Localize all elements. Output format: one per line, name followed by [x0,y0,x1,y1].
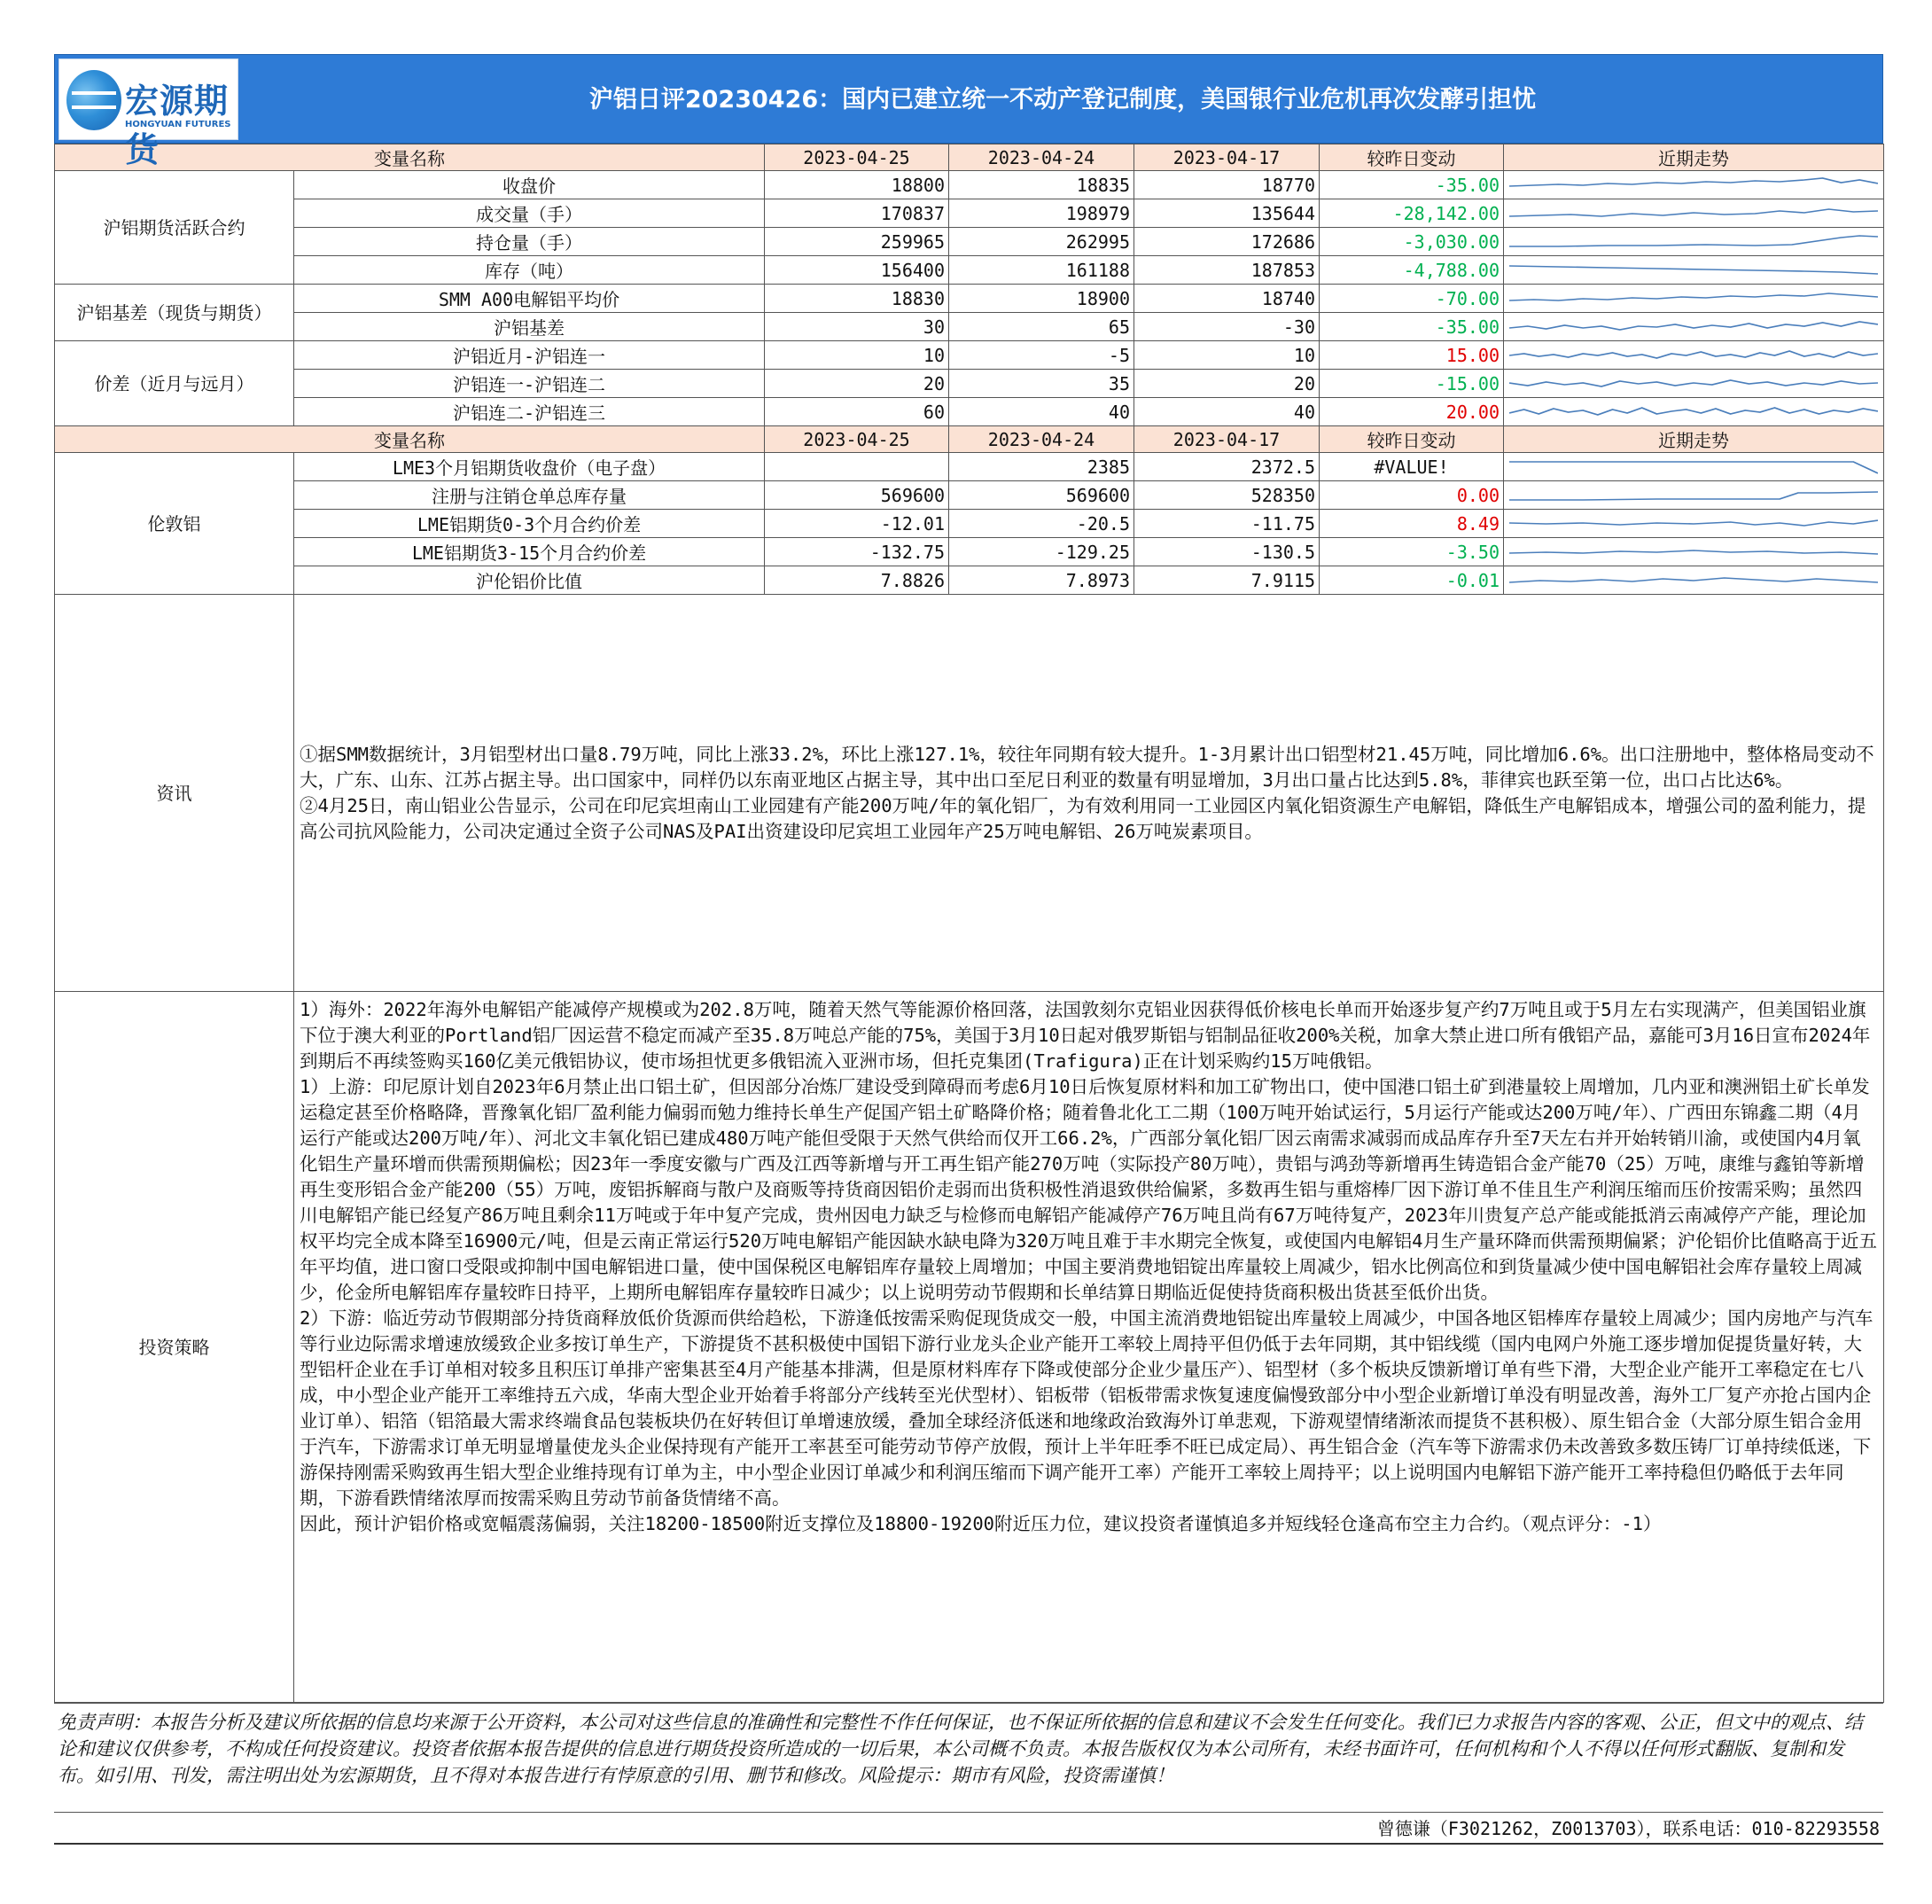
row-value-date-3: -11.75 [1134,510,1320,538]
row-change-value: 0.00 [1320,481,1504,510]
column-header-row [55,426,1884,453]
row-variable-name: LME3个月铝期货收盘价（电子盘） [294,453,765,481]
column-header-date-2: 2023-04-24 [949,426,1134,453]
row-change-value: -70.00 [1320,285,1504,313]
logo-english-text: HONGYUAN FUTURES [125,120,231,129]
column-header-date-3: 2023-04-17 [1134,426,1320,453]
row-variable-name: 收盘价 [294,171,765,199]
sparkline [1509,569,1878,592]
column-header-trend: 近期走势 [1504,426,1884,453]
row-change-value: -35.00 [1320,313,1504,341]
sparkline [1509,259,1878,282]
row-value-date-1: 30 [765,313,949,341]
table-row [55,510,1884,538]
strategy-paragraph: 2）下游：临近劳动节假期部分持货商释放低价货源而供给趋松，下游逢低按需采购促现货成交一般，中国主流消费地铝锭出库量较上周减少，中国各地区铝棒库存量较上周减少；国内房地产与汽车等行业边际需求增速放缓致企业多按订单生产，下游提货不甚积极使中国铝下游行业龙头企业产能开工率较上周持平但仍低于去年同期，其中铝线缆（国内电网户外施工逐步增加促提货量好转，大型铝杆企业在手订单相对较多且积压订单排产密集甚至4月产能基本排满，但是原材料库存下降或使部分企业少量压产）、铝型材（多个板块反馈新增订单有些下滑，大型企业产能开工率稳定在七八成，中小型企业产能开工率维持五六成，华南大型企业开始着手将部分产线转至光伏型材）、铝板带（铝板带需求恢复速度偏慢致部分中小型企业新增订单没有明显改善，海外工厂复产亦抢占国内企业订单）、铝箔（铝箔最大需求终端食品包装板块仍在好转但订单增速放缓，叠加全球经济低迷和地缘政治致海外订单悲观，下游观望情绪渐浓而提货不甚积极）、原生铝合金（大部分原生铝合金用于汽车，下游需求订单无明显增量使龙头企业保持现有产能开工率甚至可能劳动节停产放假，预计上半年旺季不旺已成定局）、再生铝合金（汽车等下游需求仍未改善致多数压铸厂订单持续低迷，下游保持刚需采购致再生铝大型企业维持现有订单为主，中小型企业因订单减少和利润压缩而下调产能开工率）产能开工率较上周持平；以上说明国内电解铝下游产能开工率持稳但仍略低于去年同期，下游看跌情绪浓厚而按需采购且劳动节前备货情绪不高。 [300,1307,1874,1509]
sparkline [1509,287,1878,310]
row-variable-name: 成交量（手） [294,199,765,228]
row-value-date-3: 7.9115 [1134,566,1320,595]
row-value-date-3: 18740 [1134,285,1320,313]
row-value-date-1: 259965 [765,228,949,256]
row-variable-name: 沪铝连一-沪铝连二 [294,370,765,398]
row-value-date-2: 262995 [949,228,1134,256]
row-change-value: -3,030.00 [1320,228,1504,256]
row-change-value: -0.01 [1320,566,1504,595]
row-variable-name: 库存（吨） [294,256,765,285]
row-variable-name: SMM A00电解铝平均价 [294,285,765,313]
news-content [294,595,1884,992]
row-value-date-2: 40 [949,398,1134,426]
row-value-date-1: 20 [765,370,949,398]
row-value-date-1: -132.75 [765,538,949,566]
row-value-date-3: 40 [1134,398,1320,426]
row-value-date-3: 20 [1134,370,1320,398]
row-sparkline-cell [1504,510,1884,538]
row-sparkline-cell [1504,256,1884,285]
strategy-paragraph: 1）上游：印尼原计划自2023年6月禁止出口铝土矿，但因部分冶炼厂建设受到障碍而考虑6月10日后恢复原材料和加工矿物出口，使中国港口铝土矿到港量较上周增加，几内亚和澳洲铝土矿长单发运稳定甚至价格略降，晋豫氧化铝厂盈利能力偏弱而勉力维持长单生产促国产铝土矿略降价格；随着鲁北化工二期（100万吨开始试运行，5月运行产能或达200万吨/年）、广西田东锦鑫二期（4月运行产能或达200万吨/年）、河北文丰氧化铝已建成480万吨产能但受限于天然气供给而仅开工66.2%，广西部分氧化铝厂因云南需求减弱而成品库存升至7天左右并开始转销川渝，或使国内4月氧化铝生产量环增而供需预期偏松；因23年一季度安徽与广西及江西等新增与开工再生铝产能270万吨（实际投产80万吨），贵铝与鸿劲等新增再生铸造铝合金产能70（25）万吨，康维与鑫铂等新增再生变形铝合金产能200（55）万吨，废铝拆解商与散户及商贩等持货商因铝价走弱而出货积极性消退致供给偏紧，多数再生铝与重熔棒厂因下游订单不佳且生产利润压缩而压价按需采购；虽然四川电解铝产能已经复产86万吨且剩余11万吨或于年中复产完成，贵州因电力缺乏与检修而电解铝产能减停产76万吨且尚有67万吨待复产，2023年川贵复产总产能或能抵消云南减停产产能，理论加权平均完全成本降至16900元/吨，但是云南正常运行520万吨电解铝产能因缺水缺电降为320万吨且难于丰水期完全恢复，或使国内电解铝4月生产量环降而供需预期偏紧；沪伦铝价比值略高于近五年平均值，进口窗口受限或抑制中国电解铝进口量，使中国保税区电解铝库存量较上周增加；中国主要消费地铝锭出库量较上周减少，铝水比例高位和到货量减少使中国电解铝社会库存量较上周减少，伦金所电解铝库存量较昨日持平，上期所电解铝库存量较昨日减少；以上说明劳动节假期和长单结算日期临近促使持货商积极出货甚至低价出货。 [300,1076,1877,1303]
sparkline [1509,202,1878,225]
row-sparkline-cell [1504,453,1884,481]
row-value-date-1: 60 [765,398,949,426]
row-value-date-2: 2385 [949,453,1134,481]
strategy-content [294,992,1884,1703]
row-variable-name: 持仓量（手） [294,228,765,256]
row-value-date-2: -5 [949,341,1134,370]
row-value-date-2: -129.25 [949,538,1134,566]
row-variable-name: 沪铝基差 [294,313,765,341]
row-value-date-3: 187853 [1134,256,1320,285]
row-sparkline-cell [1504,370,1884,398]
row-value-date-3: 2372.5 [1134,453,1320,481]
group-label-london: 伦敦铝 [55,453,294,595]
row-value-date-2: 569600 [949,481,1134,510]
disclaimer-text: 免责声明：本报告分析及建议所依据的信息均来源于公开资料，本公司对这些信息的准确性和完整性不作任何保证，也不保证所依据的信息和建议不会发生任何变化。我们已力求报告内容的客观、公正，但文中的观点、结论和建议仅供参考，不构成任何投资建议。投资者依据本报告提供的信息进行期货投资所造成的一切后果，本公司概不负责。本报告版权仅为本公司所有，未经书面许可，任何机构和个人不得以任何形式翻版、复制和发布。如引用、刊发，需注明出处为宏源期货，且不得对本报告进行有悖原意的引用、删节和修改。风险提示：期市有风险，投资需谨慎！ [54,1703,1883,1813]
row-value-date-1: 7.8826 [765,566,949,595]
column-header-row [55,144,1884,171]
row-variable-name: 沪伦铝价比值 [294,566,765,595]
row-value-date-2: -20.5 [949,510,1134,538]
row-sparkline-cell [1504,481,1884,510]
table-row [55,566,1884,595]
row-variable-name: 沪铝连二-沪铝连三 [294,398,765,426]
row-value-date-1: -12.01 [765,510,949,538]
data-table [54,144,1884,1703]
row-value-date-2: 7.8973 [949,566,1134,595]
row-value-date-3: 18770 [1134,171,1320,199]
row-value-date-2: 18835 [949,171,1134,199]
row-sparkline-cell [1504,171,1884,199]
column-header-date-2: 2023-04-24 [949,144,1134,171]
table-row [55,199,1884,228]
row-sparkline-cell [1504,285,1884,313]
sparkline [1509,372,1878,395]
company-logo [58,59,238,169]
row-value-date-3: 135644 [1134,199,1320,228]
row-variable-name: 沪铝近月-沪铝连一 [294,341,765,370]
column-header-date-3: 2023-04-17 [1134,144,1320,171]
news-paragraph: ②4月25日，南山铝业公告显示，公司在印尼宾坦南山工业园建有产能200万吨/年的氧化铝厂，为有效利用同一工业园区内氧化铝资源生产电解铝，降低生产电解铝成本，增强公司的盈利能力，提高公司抗风险能力，公司决定通过全资子公司NAS及PAI出资建设印尼宾坦工业园年产25万吨电解铝、26万吨炭素项目。 [300,794,1866,842]
row-sparkline-cell [1504,538,1884,566]
column-header-date-1: 2023-04-25 [765,426,949,453]
table-row [55,285,1884,313]
row-change-value: -28,142.00 [1320,199,1504,228]
row-sparkline-cell [1504,199,1884,228]
table-row [55,453,1884,481]
row-value-date-2: 35 [949,370,1134,398]
analyst-contact: 曾德谦（F3021262，Z0013703），联系电话：010-82293558 [54,1813,1883,1845]
column-header-change: 较昨日变动 [1320,144,1504,171]
group-label-futures: 沪铝期货活跃合约 [55,171,294,285]
strategy-paragraph: 因此，预计沪铝价格或宽幅震荡偏弱，关注18200-18500附近支撑位及18800-19200附近压力位，建议投资者谨慎追多并短线轻仓逢高布空主力合约。（观点评分：-1） [300,1513,1662,1534]
sparkline [1509,344,1878,367]
strategy-label: 投资策略 [55,992,294,1703]
report-title: 沪铝日评20230426：国内已建立统一不动产登记制度，美国银行业危机再次发酵引担忧 [588,86,1537,113]
row-sparkline-cell [1504,228,1884,256]
row-change-value: 20.00 [1320,398,1504,426]
news-label: 资讯 [55,595,294,992]
row-variable-name: LME铝期货0-3个月合约价差 [294,510,765,538]
row-value-date-3: -130.5 [1134,538,1320,566]
table-row [55,171,1884,199]
row-value-date-1: 18800 [765,171,949,199]
news-row [55,595,1884,992]
row-value-date-2: 65 [949,313,1134,341]
strategy-row [55,992,1884,1703]
row-value-date-1 [765,453,949,481]
column-header-change: 较昨日变动 [1320,426,1504,453]
logo-mark-icon [66,70,121,130]
group-label-spread: 价差（近月与远月） [55,341,294,426]
column-header-variable: 变量名称 [55,144,765,171]
row-change-value: -15.00 [1320,370,1504,398]
table-row [55,341,1884,370]
row-value-date-3: -30 [1134,313,1320,341]
row-sparkline-cell [1504,566,1884,595]
row-value-date-3: 172686 [1134,228,1320,256]
group-label-basis: 沪铝基差（现货与期货） [55,285,294,341]
row-value-date-1: 569600 [765,481,949,510]
sparkline [1509,484,1878,507]
column-header-trend: 近期走势 [1504,144,1884,171]
row-sparkline-cell [1504,341,1884,370]
row-variable-name: 注册与注销仓单总库存量 [294,481,765,510]
row-sparkline-cell [1504,398,1884,426]
sparkline [1509,316,1878,339]
row-change-value: -3.50 [1320,538,1504,566]
table-row [55,313,1884,341]
sparkline [1509,174,1878,197]
sparkline [1509,512,1878,535]
row-change-value: -4,788.00 [1320,256,1504,285]
row-value-date-3: 10 [1134,341,1320,370]
row-change-value: 8.49 [1320,510,1504,538]
row-value-date-1: 170837 [765,199,949,228]
row-value-date-3: 528350 [1134,481,1320,510]
row-change-value: #VALUE! [1320,453,1504,481]
news-paragraph: ①据SMM数据统计，3月铝型材出口量8.79万吨，同比上涨33.2%，环比上涨127.1%，较往年同期有较大提升。1-3月累计出口铝型材21.45万吨，同比增加6.6%。出口注册地中，整体格局变动不大，广东、山东、江苏占据主导。出口国家中，同样仍以东南亚地区占据主导，其中出口至尼日利亚的数量有明显增加，3月出口量占比达到5.8%，菲律宾也跃至第一位，出口占比达6%。 [300,743,1874,791]
column-header-date-1: 2023-04-25 [765,144,949,171]
row-sparkline-cell [1504,313,1884,341]
sparkline [1509,230,1878,254]
row-value-date-1: 10 [765,341,949,370]
sparkline [1509,456,1878,479]
sparkline [1509,401,1878,424]
row-variable-name: LME铝期货3-15个月合约价差 [294,538,765,566]
row-value-date-2: 161188 [949,256,1134,285]
row-value-date-2: 18900 [949,285,1134,313]
report-sheet [54,54,1883,1845]
row-value-date-1: 18830 [765,285,949,313]
table-row [55,398,1884,426]
table-row [55,481,1884,510]
row-change-value: 15.00 [1320,341,1504,370]
row-change-value: -35.00 [1320,171,1504,199]
table-row [55,370,1884,398]
table-row [55,538,1884,566]
table-row [55,228,1884,256]
strategy-paragraph: 1）海外：2022年海外电解铝产能减停产规模或为202.8万吨，随着天然气等能源价格回落，法国敦刻尔克铝业因获得低价核电长单而开始逐步复产约7万吨且或于5月左右实现满产，但美国铝业旗下位于澳大利亚的Portland铝厂因运营不稳定而减产至35.8万吨总产能的75%，美国于3月10日起对俄罗斯铝与铝制品征收200%关税，加拿大禁止进口所有俄铝产品，嘉能可3月16日宣布2024年到期后不再续签购买160亿美元俄铝协议，使市场担忧更多俄铝流入亚洲市场，但托克集团(Trafigura)正在计划采购约15万吨俄铝。 [300,999,1871,1072]
logo-text: 宏源期货 [125,82,230,169]
column-header-variable: 变量名称 [55,426,765,453]
sparkline [1509,541,1878,564]
table-row [55,256,1884,285]
row-value-date-2: 198979 [949,199,1134,228]
row-value-date-1: 156400 [765,256,949,285]
